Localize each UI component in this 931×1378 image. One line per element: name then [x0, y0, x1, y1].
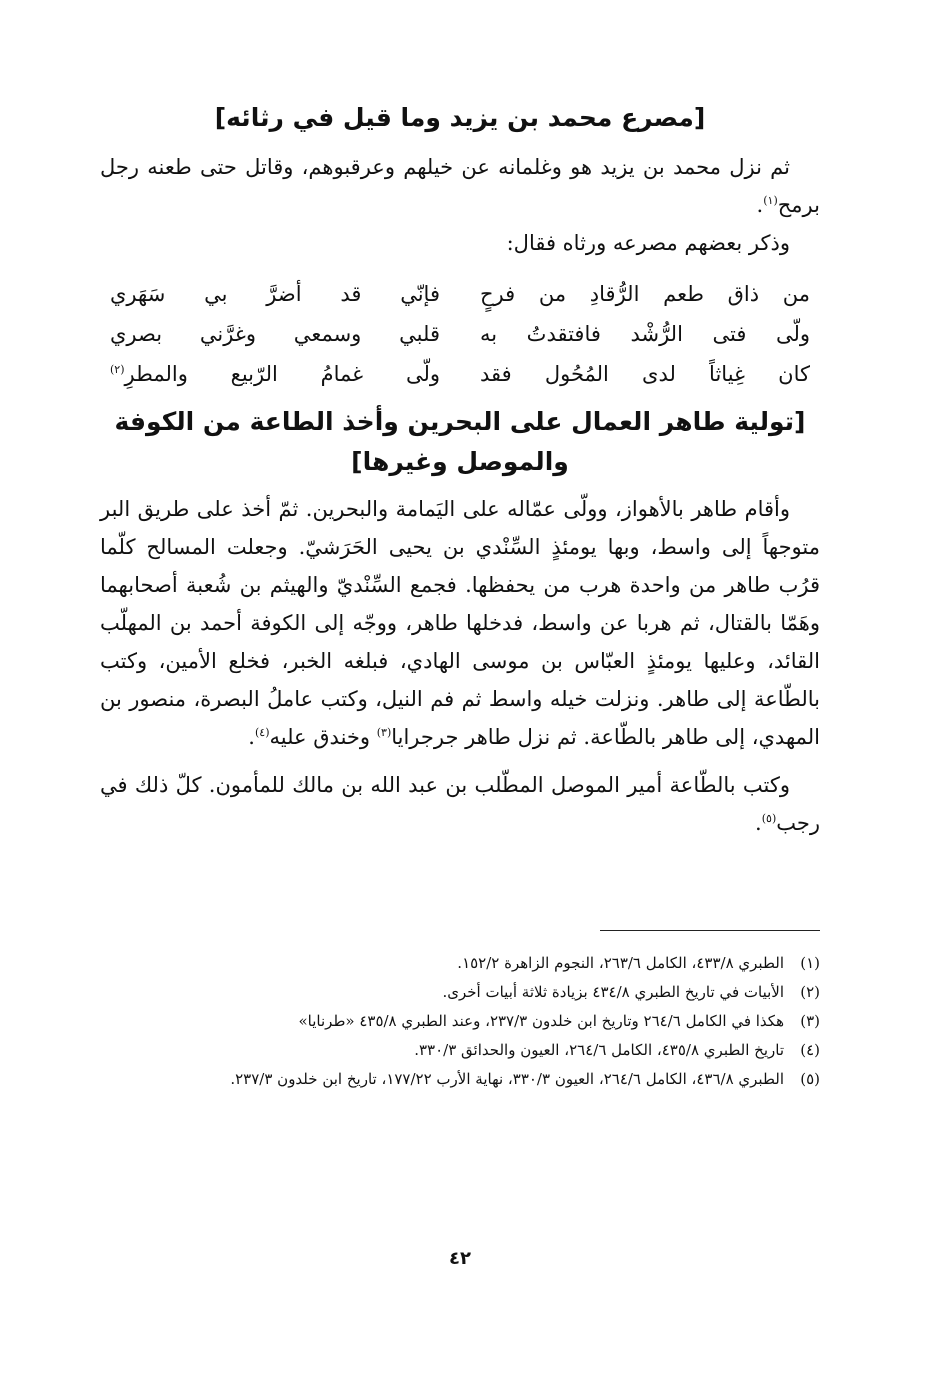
poem-verse	[110, 274, 810, 314]
verse-1-second-hemistich: فإنّي قد أضرَّ بي سَهَري	[110, 282, 440, 306]
footnote	[100, 1065, 820, 1094]
paragraph-4	[100, 766, 820, 842]
footnote-number: (٢)	[800, 983, 820, 1001]
poem-verse	[110, 354, 810, 394]
page-number: ٤٢	[449, 1248, 471, 1269]
section-heading-2: [تولية طاهر العمال على البحرين وأخذ الطاعة من الكوفة والموصل وغيرها]	[114, 407, 806, 476]
footnote-separator	[600, 930, 820, 931]
paragraph-1	[100, 148, 820, 224]
footnote-ref-4: (٤)	[254, 726, 270, 739]
footnote-text: هكذا في الكامل ٢٦٤/٦ وتاريخ ابن خلدون ٢٣٧/٣، وعند الطبري ٤٣٥/٨ «طرنايا»	[298, 1012, 784, 1030]
poem	[110, 274, 810, 394]
footnote-number: (٤)	[800, 1041, 820, 1059]
paragraph-1-text: ثم نزل محمد بن يزيد هو وغلمانه عن خيلهم وعرقبوهم، وقاتل حتى طعنه رجل برمح	[100, 155, 820, 217]
verse-2-second-hemistich: قلبي وسمعي وغرَّني بصري	[110, 322, 440, 346]
footnote-ref-1: (١)	[763, 194, 778, 207]
paragraph-3-text: وأقام طاهر بالأهواز، وولّى عمّاله على اليَمامة والبحرين. ثمّ أخذ على طريق البر متوجهاً إلى واسط، وبها يومئذٍ السِّنْدي بن يحيى الحَرَشيّ. وجعلت المسالح كلّما قرُب طاهر من واحدة هرب من يحفظها. فجمع السِّنْديّ والهيثم بن شُعبة أصحابهما وهَمّا بالقتال، ثم هربا عن واسط، فدخلها طاهر، ووجّه إلى الكوفة أحمد بن المهلّب القائد، وعليها يومئذٍ العبّاس بن موسى الهادي، فبلغه الخبر، فخلع الأمين، وكتب بالطّاعة إلى طاهر. ونزلت خيله واسط ثم فم النيل، وكتب عاملُ البصرة، منصور بن المهدي، إلى طاهر بالطّاعة. ثم نزل طاهر جرجرايا	[100, 497, 820, 749]
paragraph-3-mid: وخندق عليه	[269, 725, 377, 749]
paragraph-4-end: .	[755, 811, 762, 835]
footnote-ref-3: (٣)	[376, 726, 392, 739]
footnotes	[100, 949, 820, 1094]
footnote	[100, 1007, 820, 1036]
footnote-number: (٥)	[800, 1070, 820, 1088]
footnote	[100, 1036, 820, 1065]
page	[100, 98, 820, 1328]
paragraph-3	[100, 490, 820, 756]
section-heading-1: [مصرع محمد بن يزيد وما قيل في رثائه]	[214, 103, 706, 132]
paragraph-3-end: .	[248, 725, 255, 749]
footnote-number: (٣)	[800, 1012, 820, 1030]
verse-1-first-hemistich: من ذاق طعم الرُّقادِ من فرحٍ	[480, 282, 810, 306]
verse-2-first-hemistich: ولّى فتى الرُّشْد فافتقدتُ به	[480, 322, 810, 346]
paragraph-2: وذكر بعضهم مصرعه ورثاه فقال:	[506, 231, 790, 255]
paragraph-1-end: .	[756, 193, 764, 217]
footnote-text: تاريخ الطبري ٤٣٥/٨، الكامل ٢٦٤/٦، العيون والحدائق ٣٣٠/٣.	[414, 1041, 784, 1059]
footnote	[100, 949, 820, 978]
footnote-number: (١)	[800, 954, 820, 972]
footnote-text: الطبري ٤٣٣/٨، الكامل ٢٦٣/٦، النجوم الزاهرة ١٥٢/٢.	[457, 954, 784, 972]
footnote-text: الأبيات في تاريخ الطبري ٤٣٤/٨ بزيادة ثلاثة أبيات أخرى.	[442, 983, 784, 1001]
footnote-ref-2: (٢)	[110, 363, 125, 376]
verse-3-second-hemistich-text: ولّى غمامُ الرّبيع والمطرِ	[124, 362, 440, 386]
verse-3-second-hemistich	[110, 354, 440, 394]
verse-3-first-hemistich: كان غِياثاً لدى المُحُول فقد	[480, 362, 810, 386]
poem-verse	[110, 314, 810, 354]
footnote-text: الطبري ٤٣٦/٨، الكامل ٢٦٤/٦، العيون ٣٣٠/٣، نهاية الأرب ١٧٧/٢٢، تاريخ ابن خلدون ٢٣٧/٣.	[230, 1070, 784, 1088]
footnote	[100, 978, 820, 1007]
footnote-ref-5: (٥)	[761, 812, 777, 825]
paragraph-4-text: وكتب بالطّاعة أمير الموصل المطّلب بن عبد الله بن مالك للمأمون. كلّ ذلك في رجب	[100, 773, 820, 835]
